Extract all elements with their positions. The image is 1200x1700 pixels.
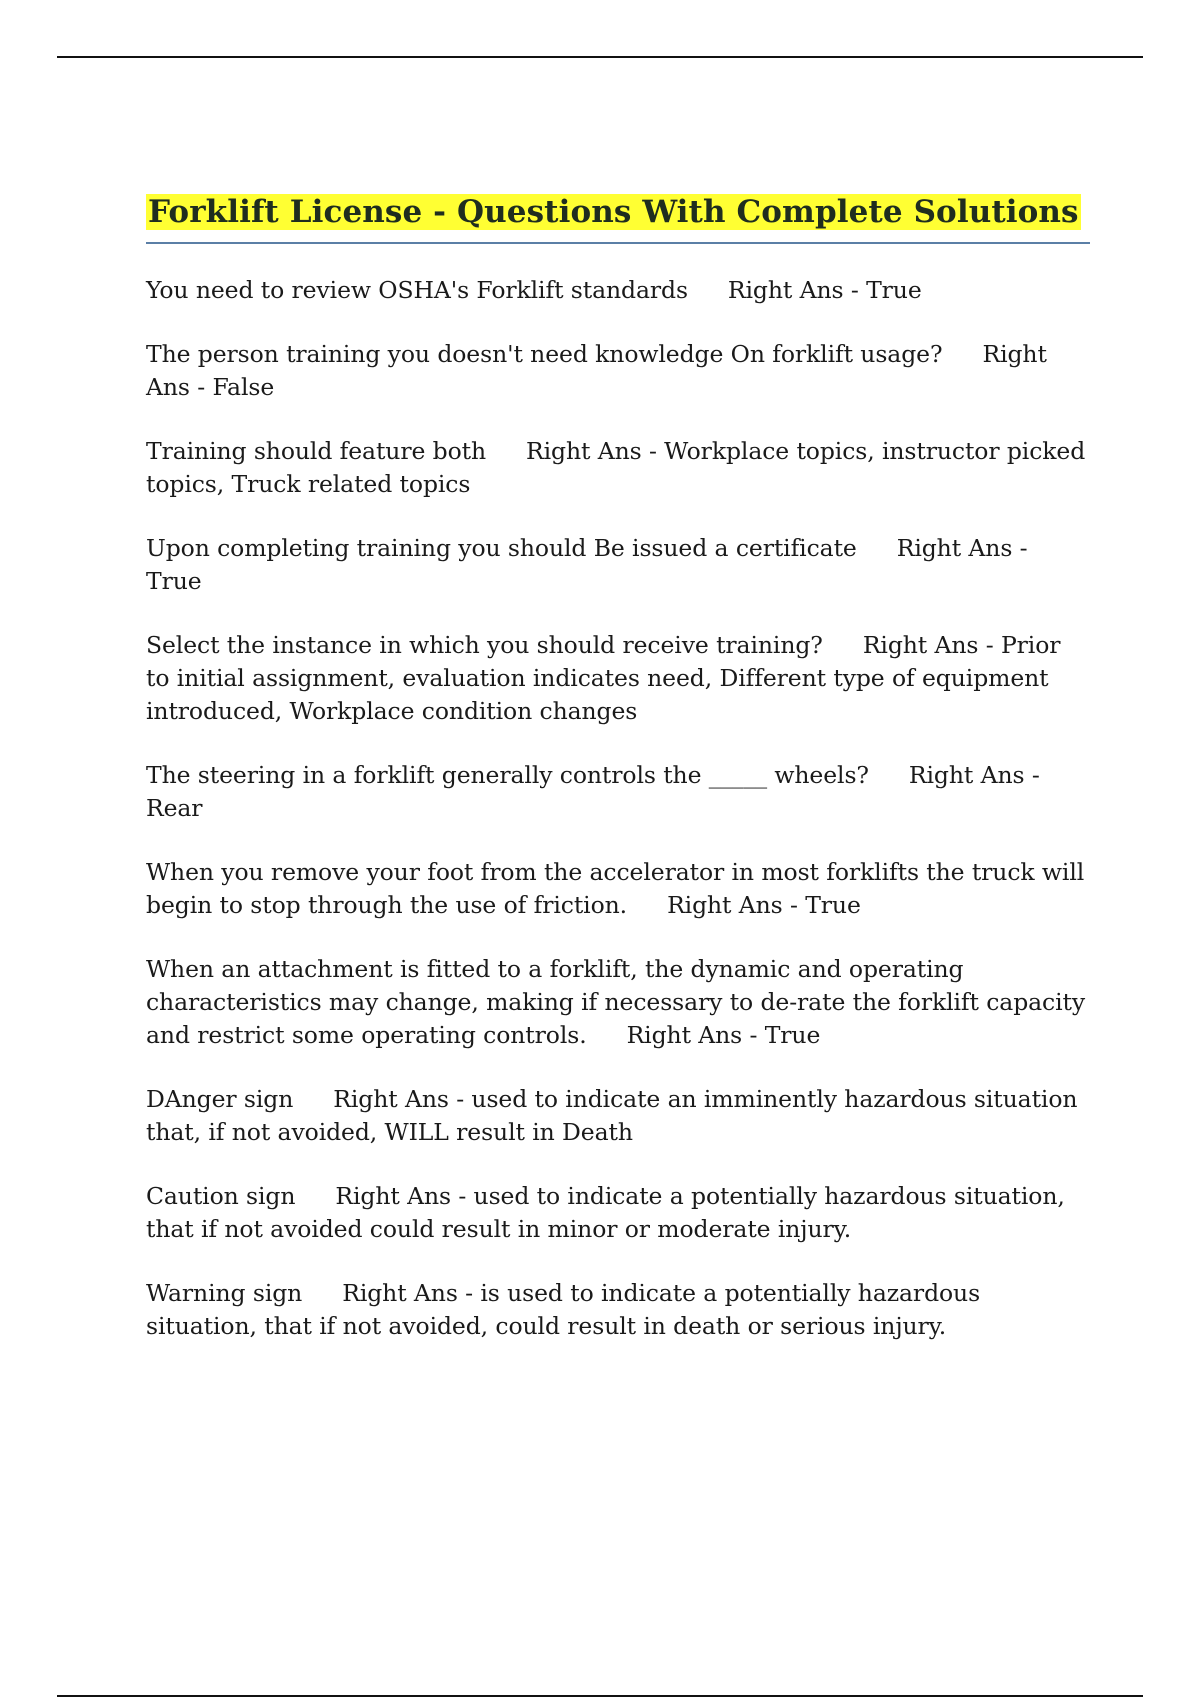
qa-item [146, 435, 1090, 501]
answer-text: Right Ans - used to indicate an imminently hazardous situation that, if not avoided, WILL result in Death [146, 1085, 1078, 1146]
answer-text: Right Ans - Prior to initial assignment, evaluation indicates need, Different type of equipment introduced, Workplace condition changes [146, 631, 1061, 725]
qa-list [146, 274, 1090, 1343]
question-text: The person training you doesn't need knowledge On forklift usage? [146, 340, 943, 368]
qa-item [146, 532, 1090, 598]
qa-item [146, 1277, 1090, 1343]
title-block [146, 190, 1090, 244]
answer-text: Right Ans - Rear [146, 761, 1040, 822]
qa-item [146, 1083, 1090, 1149]
answer-text: Right Ans - False [146, 340, 1047, 401]
question-text: Select the instance in which you should receive training? [146, 631, 823, 659]
qa-item [146, 759, 1090, 825]
document-title: Forklift License - Questions With Complete Solutions [148, 194, 1079, 230]
question-text: Warning sign [146, 1279, 303, 1307]
qa-item [146, 856, 1090, 922]
answer-text: Right Ans - True [667, 891, 861, 919]
header-rule [57, 56, 1143, 58]
qa-item [146, 274, 1090, 307]
answer-text: Right Ans - True [626, 1021, 821, 1049]
answer-text: Right Ans - True [146, 534, 1028, 595]
footer-rule [57, 1695, 1143, 1697]
question-text: You need to review OSHA's Forklift standards [146, 276, 688, 304]
qa-item [146, 953, 1090, 1052]
question-text: Caution sign [146, 1182, 296, 1210]
document-body [146, 190, 1090, 1374]
answer-text: Right Ans - is used to indicate a potentially hazardous situation, that if not avoided, could result in death or serious injury. [146, 1279, 981, 1340]
question-text: Upon completing training you should Be issued a certificate [146, 534, 857, 562]
question-text: When an attachment is fitted to a forklift, the dynamic and operating characteristics may change, making if necessary to de-rate the forklift capacity and restrict some operating controls. [146, 955, 1086, 1049]
answer-text: Right Ans - True [727, 276, 922, 304]
qa-item [146, 629, 1090, 728]
question-text: Training should feature both [146, 437, 487, 465]
answer-text: Right Ans - used to indicate a potentially hazardous situation, that if not avoided could result in minor or moderate injury. [146, 1182, 1065, 1243]
question-text: The steering in a forklift generally controls the _____ wheels? [146, 761, 869, 789]
question-text: DAnger sign [146, 1085, 294, 1113]
qa-item [146, 338, 1090, 404]
qa-item [146, 1180, 1090, 1246]
question-text: When you remove your foot from the accelerator in most forklifts the truck will begin to stop through the use of friction. [146, 858, 1085, 919]
answer-text: Right Ans - Workplace topics, instructor picked topics, Truck related topics [146, 437, 1086, 498]
